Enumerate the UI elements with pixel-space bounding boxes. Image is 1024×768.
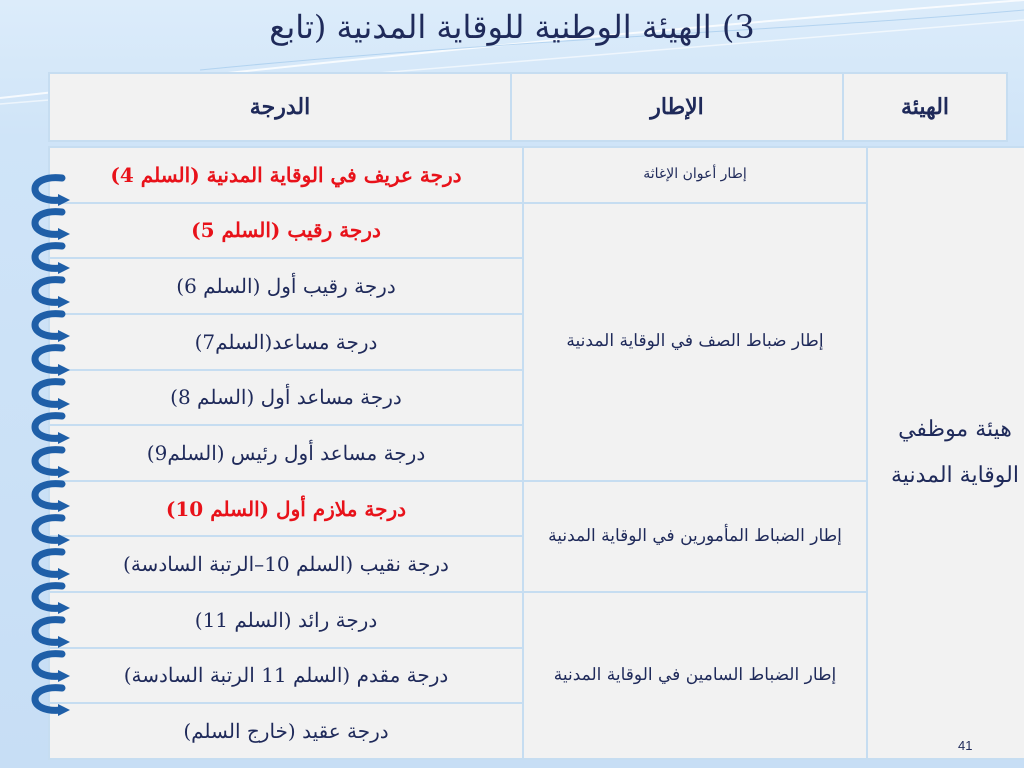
cadre-cell: إطار ضباط الصف في الوقاية المدنية <box>523 203 867 481</box>
header-cadre: الإطار <box>511 73 843 141</box>
spiral-arrowhead <box>58 602 70 614</box>
page-number: 41 <box>958 738 973 753</box>
spiral-coil <box>35 416 62 439</box>
spiral-coil <box>35 450 62 473</box>
grade-cell: درجة ملازم أول (السلم 10) <box>49 481 523 537</box>
spiral-coil <box>35 314 62 337</box>
spiral-coil <box>35 280 62 303</box>
spiral-arrowhead <box>58 228 70 240</box>
table-header <box>48 72 1008 142</box>
grade-cell: درجة مساعد أول رئيس (السلم9) <box>49 425 523 481</box>
header-body: الهيئة <box>843 73 1007 141</box>
cadre-cell: إطار الضباط السامين في الوقاية المدنية <box>523 592 867 759</box>
spiral-arrowhead <box>58 670 70 682</box>
spiral-coil <box>35 518 62 541</box>
spiral-arrowhead <box>58 432 70 444</box>
spiral-arrowhead <box>58 636 70 648</box>
grade-cell: درجة عريف في الوقاية المدنية (السلم 4) <box>49 147 523 203</box>
spiral-arrowhead <box>58 534 70 546</box>
spiral-arrowhead <box>58 330 70 342</box>
grade-cell: درجة مساعد أول (السلم 8) <box>49 370 523 426</box>
spiral-coil <box>35 552 62 575</box>
spiral-arrowhead <box>58 466 70 478</box>
spiral-binding-decoration <box>22 170 82 730</box>
grade-cell: درجة مساعد(السلم7) <box>49 314 523 370</box>
grades-table <box>48 146 1024 760</box>
body-cell <box>867 147 1024 759</box>
spiral-coil <box>35 348 62 371</box>
cadre-cell: إطار أعوان الإغاثة <box>523 147 867 203</box>
spiral-arrowhead <box>58 364 70 376</box>
body-name-line1: هيئة موظفي <box>898 416 1012 442</box>
spiral-coil <box>35 212 62 235</box>
grade-cell: درجة رائد (السلم 11) <box>49 592 523 648</box>
body-name-line2: الوقاية المدنية <box>891 463 1019 488</box>
spiral-coil <box>35 484 62 507</box>
spiral-arrowhead <box>58 262 70 274</box>
grade-cell: درجة رقيب أول (السلم 6) <box>49 258 523 314</box>
cadre-cell: إطار الضباط المأمورين في الوقاية المدنية <box>523 481 867 592</box>
spiral-arrowhead <box>58 568 70 580</box>
spiral-arrowhead <box>58 296 70 308</box>
spiral-coil <box>35 654 62 677</box>
grade-cell: درجة مقدم (السلم 11 الرتبة السادسة) <box>49 648 523 704</box>
spiral-arrowhead <box>58 398 70 410</box>
grade-cell: درجة رقيب (السلم 5) <box>49 203 523 259</box>
header-grade: الدرجة <box>49 73 511 141</box>
spiral-arrowhead <box>58 500 70 512</box>
spiral-coil <box>35 620 62 643</box>
spiral-arrowhead <box>58 194 70 206</box>
spiral-coil <box>35 688 62 711</box>
table-row <box>49 147 1024 203</box>
spiral-coil <box>35 246 62 269</box>
spiral-coil <box>35 586 62 609</box>
spiral-arrowhead <box>58 704 70 716</box>
spiral-coil <box>35 178 62 201</box>
grade-cell: درجة عقيد (خارج السلم) <box>49 703 523 759</box>
spiral-coil <box>35 382 62 405</box>
slide-title: 3) الهيئة الوطنية للوقاية المدنية (تابع <box>269 8 755 46</box>
grade-cell: درجة نقيب (السلم 10–الرتبة السادسة) <box>49 536 523 592</box>
